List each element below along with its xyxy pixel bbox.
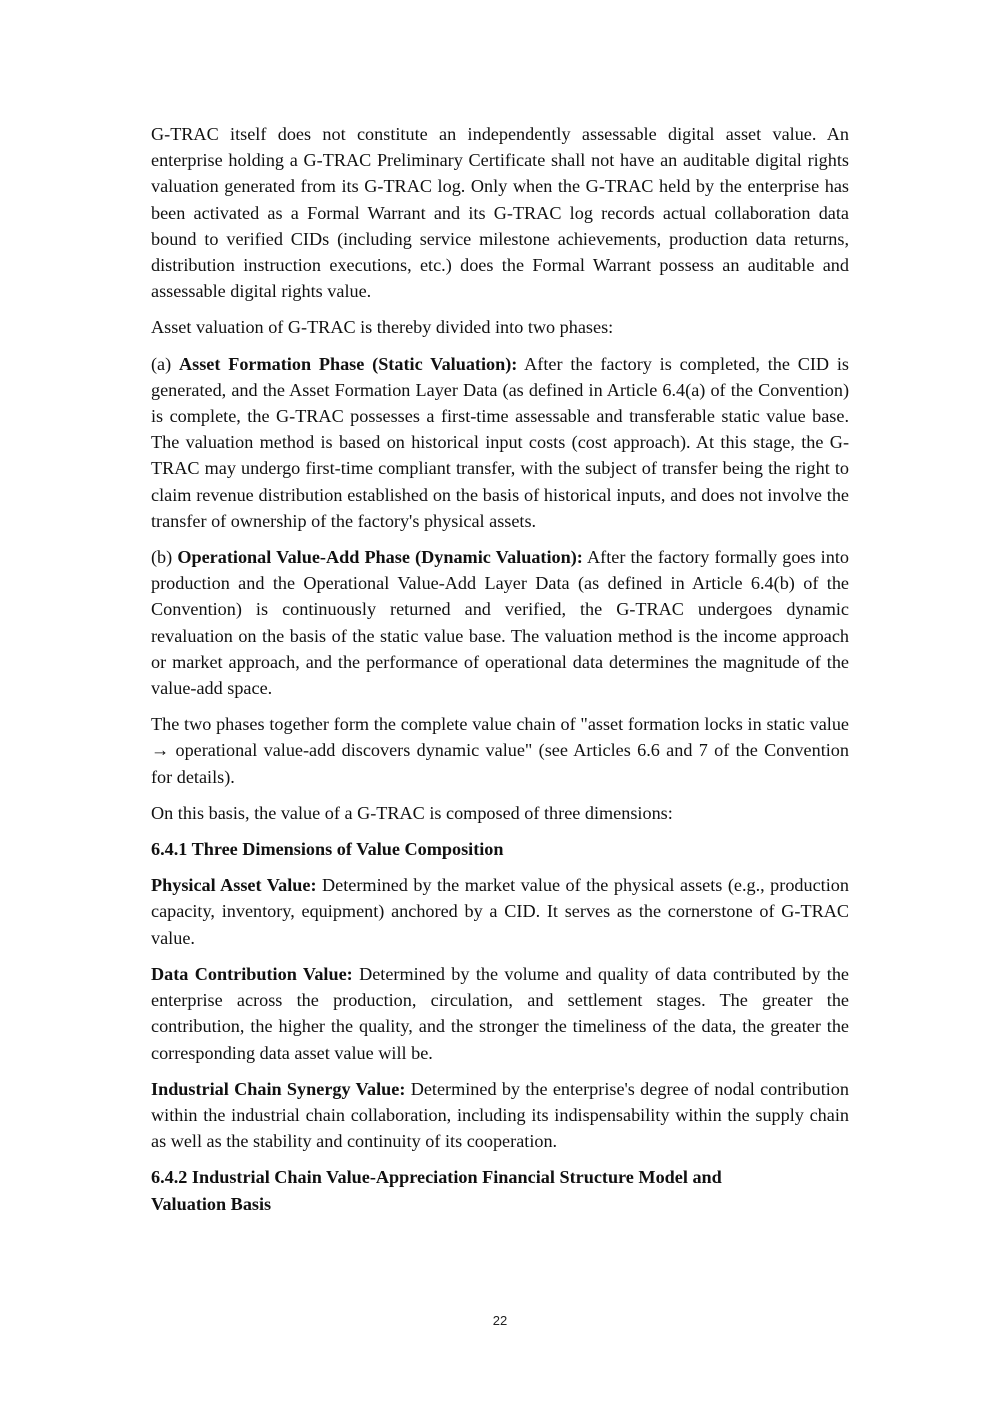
paragraph-asset-formation-phase (151, 351, 849, 534)
term-physical-asset-value: Physical Asset Value: (151, 875, 317, 896)
term-chain-synergy-value: Industrial Chain Synergy Value: (151, 1078, 406, 1099)
paragraph-operational-phase (151, 544, 849, 701)
paragraph-chain-synergy-value (151, 1076, 849, 1155)
page-number: 22 (492, 1313, 508, 1328)
paragraph-three-dimensions-intro: On this basis, the value of a G-TRAC is composed of three dimensions: (151, 802, 673, 823)
document-page (151, 121, 849, 1227)
list-marker-a: (a) (151, 353, 179, 374)
paragraph-physical-asset-value (151, 872, 849, 951)
heading-line-2: Valuation Basis (151, 1193, 272, 1214)
section-heading-6-4-2 (151, 1164, 849, 1216)
paragraph-data-contribution-value (151, 961, 849, 1066)
section-heading-6-4-1: 6.4.1 Three Dimensions of Value Composition (151, 839, 504, 860)
paragraph-value-chain: The two phases together form the complete value chain of "asset formation locks in static value → operational value-add discovers dynamic value" (see Articles 6.6 and 7 of the Convention for details). (151, 714, 849, 787)
list-marker-b: (b) (151, 547, 178, 568)
term-operational-phase: Operational Value-Add Phase (Dynamic Valuation): (177, 547, 583, 568)
term-asset-formation-phase: Asset Formation Phase (Static Valuation): (179, 353, 518, 374)
paragraph-text: After the factory is completed, the CID is generated, and the Asset Formation Layer Data (as defined in Article 6.4(a) of the Convention) is complete, the G-TRAC possesses a first-time assessable and transferable static value base. The valuation method is based on historical input costs (cost approach). At this stage, the G-TRAC may undergo first-time compliant transfer, with the subject of transfer being the right to claim revenue distribution established on the basis of historical inputs, and does not involve the transfer of ownership of the factory's physical assets. (151, 353, 849, 531)
heading-line-1: 6.4.2 Industrial Chain Value-Appreciation Financial Structure Model and (151, 1167, 722, 1188)
paragraph-two-phases: Asset valuation of G-TRAC is thereby divided into two phases: (151, 317, 614, 338)
paragraph-text: Determined by the market value of the physical assets (e.g., production capacity, inventory, equipment) anchored by a CID. It serves as the cornerstone of G-TRAC value. (151, 875, 849, 948)
paragraph-text: Determined by the enterprise's degree of nodal contribution within the industrial chain collaboration, including its indispensability within the supply chain as well as the stability and continuity of its cooperation. (151, 1078, 849, 1152)
paragraph-text: Determined by the volume and quality of data contributed by the enterprise across the production, circulation, and settlement stages. The greater the contribution, the higher the quality, and the stronger the timeliness of the data, the greater the corresponding data asset value will be. (151, 963, 849, 1063)
paragraph-gtrac-value-intro: G-TRAC itself does not constitute an independently assessable digital asset value. An enterprise holding a G-TRAC Preliminary Certificate shall not have an auditable digital rights valuation generated from its G-TRAC log. Only when the G-TRAC held by the enterprise has been activated as a Formal Warrant and its G-TRAC log records actual collaboration data bound to verified CIDs (including service milestone achievements, production data returns, distribution instruction executions, etc.) does the Formal Warrant possess an auditable and assessable digital rights value. (151, 124, 849, 302)
paragraph-text: After the factory formally goes into production and the Operational Value-Add Layer Data (as defined in Article 6.4(b) of the Convention) is continuously returned and verified, the G-TRAC undergoes dynamic revaluation on the basis of the static value base. The valuation method is the income approach or market approach, and the performance of operational data determines the magnitude of the value-add space. (151, 547, 849, 699)
term-data-contribution-value: Data Contribution Value: (151, 963, 353, 984)
